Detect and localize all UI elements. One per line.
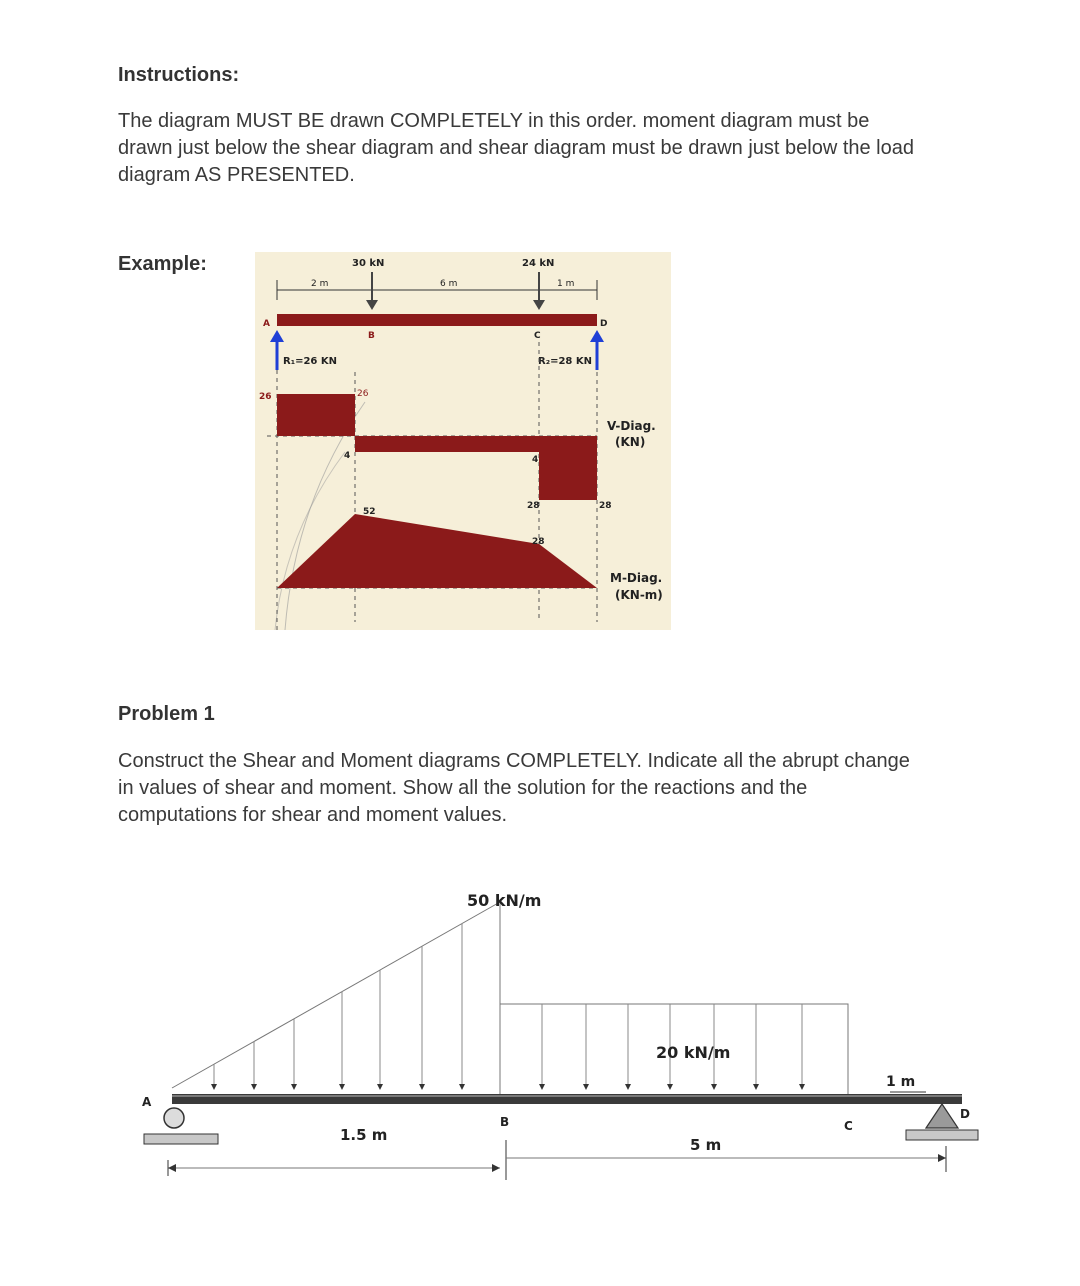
problem-heading: Problem 1 bbox=[118, 703, 215, 725]
arrowhead-down-icon bbox=[539, 1084, 545, 1090]
mdiag-label-line1: M-Diag. bbox=[610, 571, 663, 585]
moment-value-28: 28 bbox=[532, 537, 545, 547]
dim-cd-label: 1 m bbox=[557, 279, 575, 289]
support-d-base bbox=[906, 1130, 978, 1140]
arrowhead-left-icon bbox=[168, 1164, 176, 1172]
problem-line-2: in values of shear and moment. Show all the solution for the reactions and the bbox=[118, 777, 808, 799]
moment-value-52: 52 bbox=[363, 507, 376, 517]
arrowhead-down-icon bbox=[667, 1084, 673, 1090]
support-a-base bbox=[144, 1134, 218, 1144]
shear-value-26-left: 26 bbox=[259, 392, 272, 402]
shear-value-28b: 28 bbox=[599, 501, 612, 511]
mdiag-label-line2: (KN-m) bbox=[615, 588, 663, 602]
point-c-label: C bbox=[534, 331, 541, 341]
shear-block-negative-large bbox=[539, 436, 597, 500]
pin-support-icon bbox=[926, 1104, 958, 1128]
reaction-r1-label: R₁=26 KN bbox=[283, 356, 337, 367]
shear-block-positive bbox=[277, 394, 355, 436]
problem-line-1: Construct the Shear and Moment diagrams COMPLETELY. Indicate all the abrupt change bbox=[118, 750, 910, 772]
arrowhead-down-icon bbox=[251, 1084, 257, 1090]
arrowhead-down-icon bbox=[583, 1084, 589, 1090]
instructions-line-2: drawn just below the shear diagram and shear diagram must be drawn just below the load bbox=[118, 137, 914, 159]
uniform-load-label: 20 kN/m bbox=[656, 1043, 731, 1062]
instructions-heading: Instructions: bbox=[118, 64, 240, 86]
arrowhead-down-icon bbox=[291, 1084, 297, 1090]
load-b-label: 30 kN bbox=[352, 258, 385, 269]
instructions-text bbox=[118, 108, 1018, 189]
example-beam bbox=[277, 314, 597, 326]
peak-load-label: 50 kN/m bbox=[467, 891, 542, 910]
dim-bc-label: 6 m bbox=[440, 279, 458, 289]
shear-value-26: 26 bbox=[357, 389, 369, 399]
problem-text bbox=[118, 748, 1018, 829]
point-a-label: A bbox=[142, 1095, 152, 1109]
arrowhead-down-icon bbox=[625, 1084, 631, 1090]
vdiag-label-line1: V-Diag. bbox=[607, 419, 656, 433]
arrowhead-down-icon bbox=[339, 1084, 345, 1090]
vdiag-label-line2: (KN) bbox=[615, 435, 646, 449]
arrowhead-down-icon bbox=[753, 1084, 759, 1090]
load-c-label: 24 kN bbox=[522, 258, 555, 269]
shear-value-4b: 4 bbox=[532, 455, 539, 465]
dim-ab-label: 2 m bbox=[311, 279, 329, 289]
reaction-r2-label: R₂=28 KN bbox=[538, 356, 592, 367]
point-d-label: D bbox=[960, 1107, 970, 1121]
problem-beam-figure bbox=[130, 880, 990, 1180]
arrowhead-down-icon bbox=[799, 1084, 805, 1090]
dim-ab-label: 1.5 m bbox=[340, 1126, 388, 1144]
arrowhead-down-icon bbox=[711, 1084, 717, 1090]
instructions-line-3: diagram AS PRESENTED. bbox=[118, 164, 355, 186]
arrowhead-right-icon bbox=[938, 1154, 946, 1162]
roller-support-icon bbox=[164, 1108, 184, 1128]
point-a-label: A bbox=[263, 319, 270, 329]
triangular-load-outline bbox=[172, 902, 500, 1088]
dim-bd-label: 5 m bbox=[690, 1136, 722, 1154]
arrowhead-down-icon bbox=[459, 1084, 465, 1090]
load-arrows bbox=[211, 924, 805, 1090]
arrowhead-down-icon bbox=[377, 1084, 383, 1090]
point-d-label: D bbox=[600, 319, 608, 329]
arrowhead-down-icon bbox=[419, 1084, 425, 1090]
example-beam-figure bbox=[255, 252, 671, 630]
point-b-label: B bbox=[500, 1115, 510, 1129]
problem-line-3: computations for shear and moment values. bbox=[118, 804, 508, 826]
point-c-label: C bbox=[844, 1119, 853, 1133]
instructions-line-1: The diagram MUST BE drawn COMPLETELY in this order. moment diagram must be bbox=[118, 110, 870, 132]
shear-block-negative-small bbox=[355, 436, 539, 452]
shear-value-4a: 4 bbox=[344, 451, 351, 461]
arrowhead-right-icon bbox=[492, 1164, 500, 1172]
example-heading: Example: bbox=[118, 253, 207, 275]
dim-cd-label: 1 m bbox=[886, 1074, 916, 1090]
shear-value-28a: 28 bbox=[527, 501, 540, 511]
arrowhead-down-icon bbox=[211, 1084, 217, 1090]
point-b-label: B bbox=[368, 331, 375, 341]
